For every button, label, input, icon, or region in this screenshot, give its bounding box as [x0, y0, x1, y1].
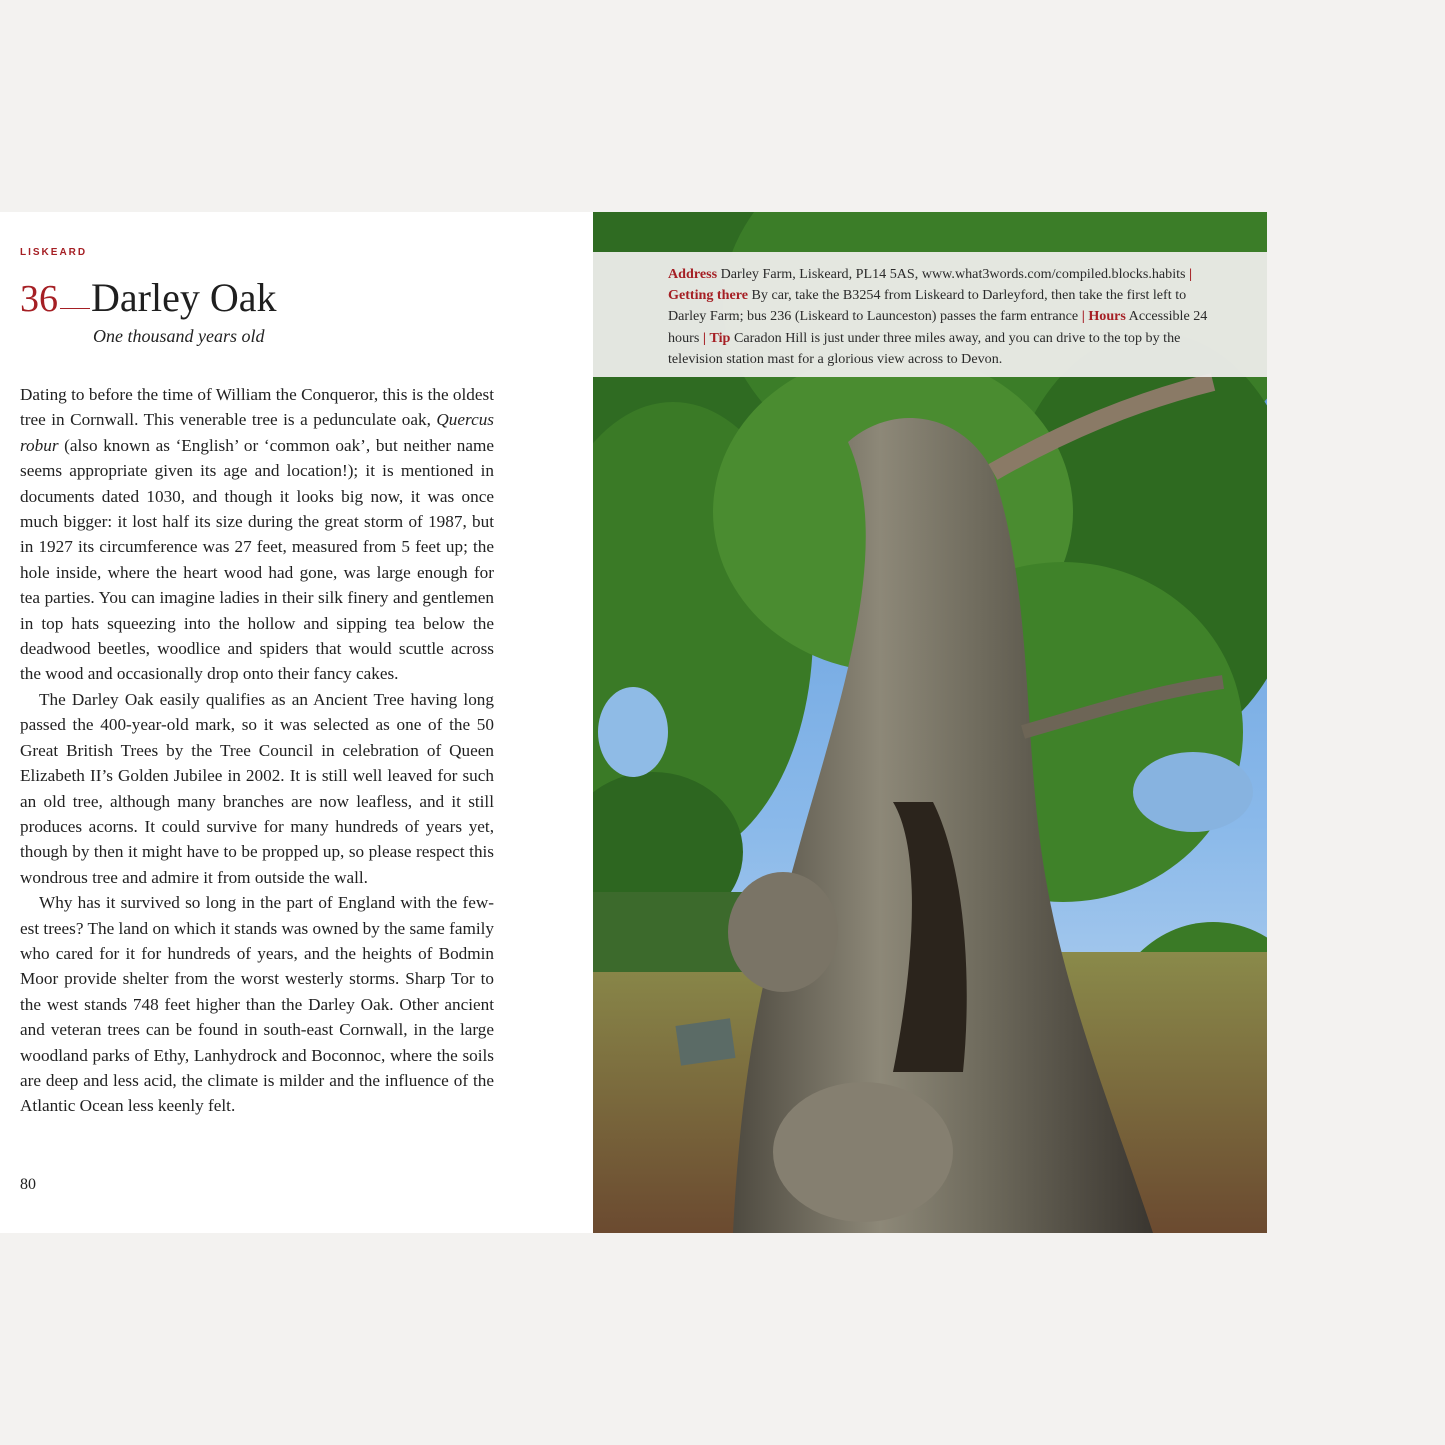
separator: | [1081, 308, 1085, 325]
visitor-info-text [668, 264, 1223, 370]
separator: | [1189, 266, 1193, 282]
separator: | [702, 329, 706, 346]
getting-there-label: Getting there [668, 287, 748, 304]
entry-heading [20, 275, 277, 320]
visitor-info-panel [593, 252, 1267, 377]
entry-title: Darley Oak [91, 275, 277, 320]
tip-label: Tip [709, 329, 731, 346]
paragraph-2: The Darley Oak easily qualifies as an Ancient Tree having long passed the 400-year-old mark, so it was selected as one of the 50 Great British Trees by the Tree Council in celebration of Queen Elizabeth II’s Golden Jubilee in 2002. It is still well leaved for such an old tree, although many branches are now leafless, and it still produces acorns. It could survive for many hundreds of years yet, though by then it might have to be propped up, so please respect this wondrous tree and admire it from outside the wall. [20, 689, 494, 887]
body-text [20, 382, 494, 1119]
paragraph-3: Why has it survived so long in the part of England with the fewest trees? The land on which it stands was owned by the same family who cared for it for hundreds of years, and the heights of Bodmin Moor provide shelter from the worst westerly storms. Sharp Tor to the west stands 748 feet higher than the Darley Oak. Other ancient and veteran trees can be found in south-east Cornwall, in the large woodland parks of Ethy, Lanhydrock and Boconnoc, where the soils are deep and less acid, the climate is milder and the influence of the Atlantic Ocean less keenly felt. [20, 893, 494, 1116]
entry-number: 36 [20, 278, 58, 320]
address-label: Address [668, 266, 718, 282]
section-label: LISKEARD [20, 247, 88, 258]
left-page [0, 212, 593, 1233]
title-rule [60, 308, 90, 309]
latin-name: Quercus robur [20, 410, 494, 455]
entry-subtitle: One thousand years old [93, 326, 265, 346]
tip-value: Caradon Hill is just under three miles away, and you can drive to the top by the television station mast for a glorious view across to Devon. [668, 329, 1181, 367]
address-value: Darley Farm, Liskeard, PL14 5AS, www.what3words.com/compiled.blocks.habits [720, 266, 1186, 282]
book-spread [0, 212, 1267, 1233]
hours-value: Accessible 24 hours [668, 308, 1208, 346]
page-number: 80 [20, 1176, 36, 1193]
paragraph-1: Dating to before the time of William the Conqueror, this is the oldest tree in Cornwall. This venerable tree is a pedunculate oak, Quercus robur (also known as ‘English’ or ‘common oak’, but neither name seems appropriate given its age and location!); it is mentioned in documents dated 1030, and though it looks big now, it was once much bigger: it lost half its size during the great storm of 1987, but in 1927 its circumference was 27 feet, measured from 5 feet up; the hole inside, where the heart wood had gone, was large enough for tea parties. You can imagine ladies in their silk finery and gentlemen in top hats squeezing into the hollow and sipping tea below the deadwood beetles, woodlice and spiders that would scuttle across the wood and occasionally drop onto their fancy cakes. [20, 385, 494, 684]
getting-there-value: By car, take the B3254 from Liskeard to Darleyford, then take the first left to Darley Farm; bus 236 (Liskeard to Launceston) passes the farm entrance [668, 287, 1187, 325]
hours-label: Hours [1088, 308, 1126, 325]
